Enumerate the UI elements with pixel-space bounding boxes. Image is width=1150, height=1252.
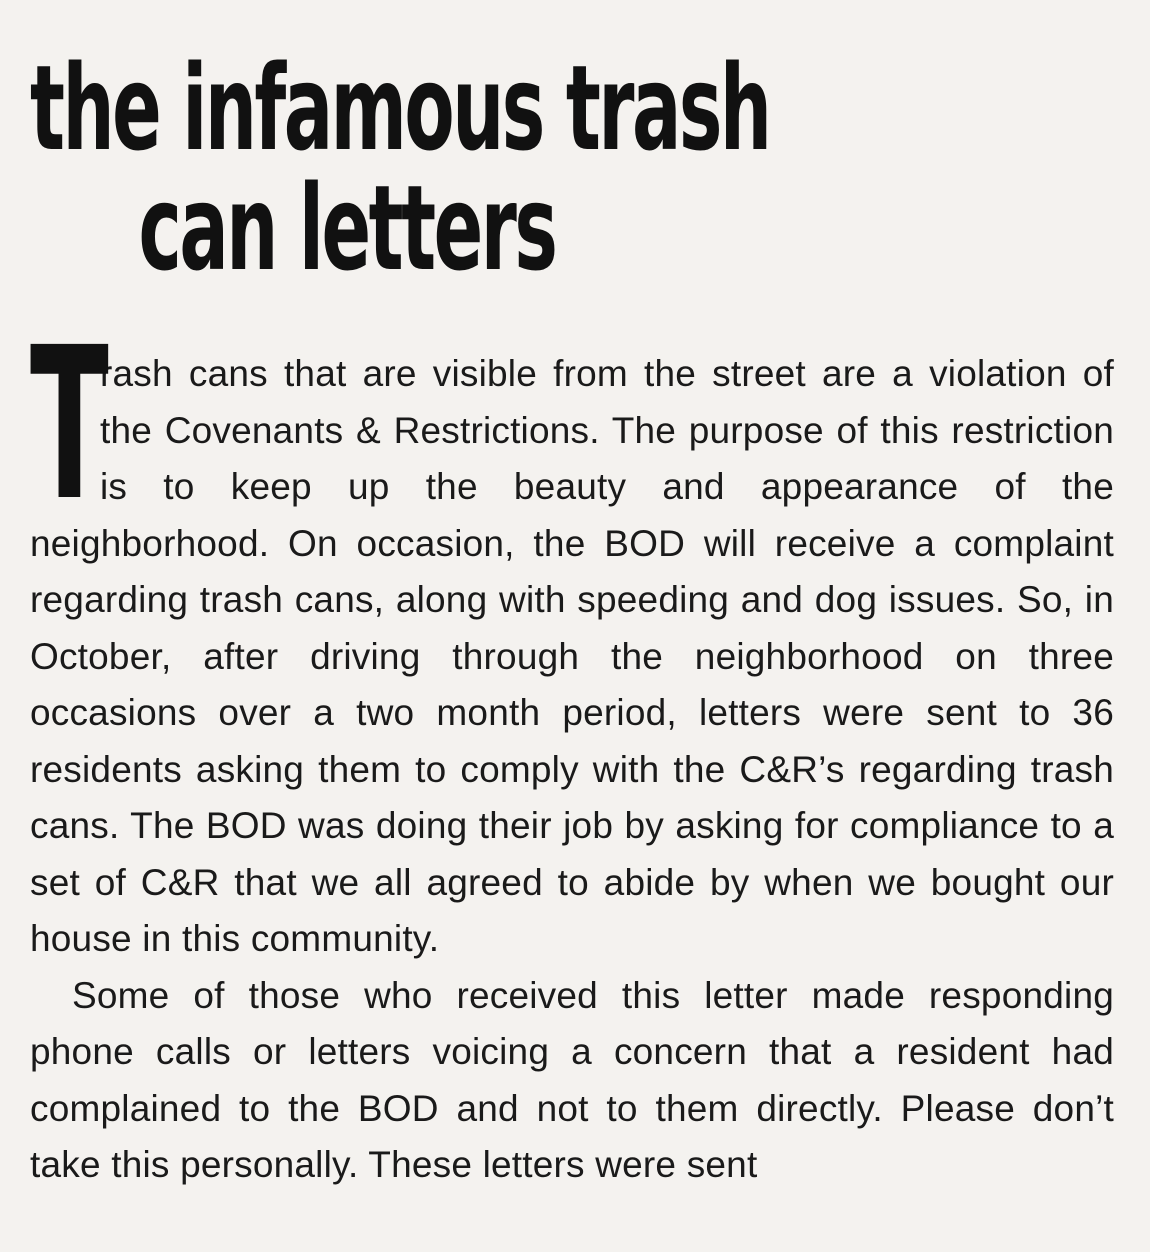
article-headline — [30, 0, 1022, 297]
paragraph-2: Some of those who received this letter made responding phone calls or letters voicing a concern that a resident had complained to the BOD and not to them directly. Please don’t take this personally. These letters were sent — [30, 974, 1114, 1185]
drop-cap: T — [30, 302, 109, 547]
headline-line-1: the infamous trash — [30, 39, 770, 177]
paragraph-1-text: rash cans that are visible from the street are a violation of the Covenants & Restrictions. The purpose of this restriction is to keep up the beauty and appearance of the neighborhood. On occasion, the BOD will receive a complaint regarding trash cans, along with speeding and dog issues. So, in October, after driving through the neighborhood on three occasions over a two month period, letters were sent to 36 residents asking them to comply with the C&R’s regarding trash cans. The BOD was doing their job by asking for compliance to a set of C&R that we all agreed to abide by when we bought our house in this community. — [30, 353, 1114, 959]
headline-line-2: can letters — [138, 159, 556, 297]
article-body — [30, 302, 1114, 1194]
paragraph-1 — [30, 302, 1114, 968]
